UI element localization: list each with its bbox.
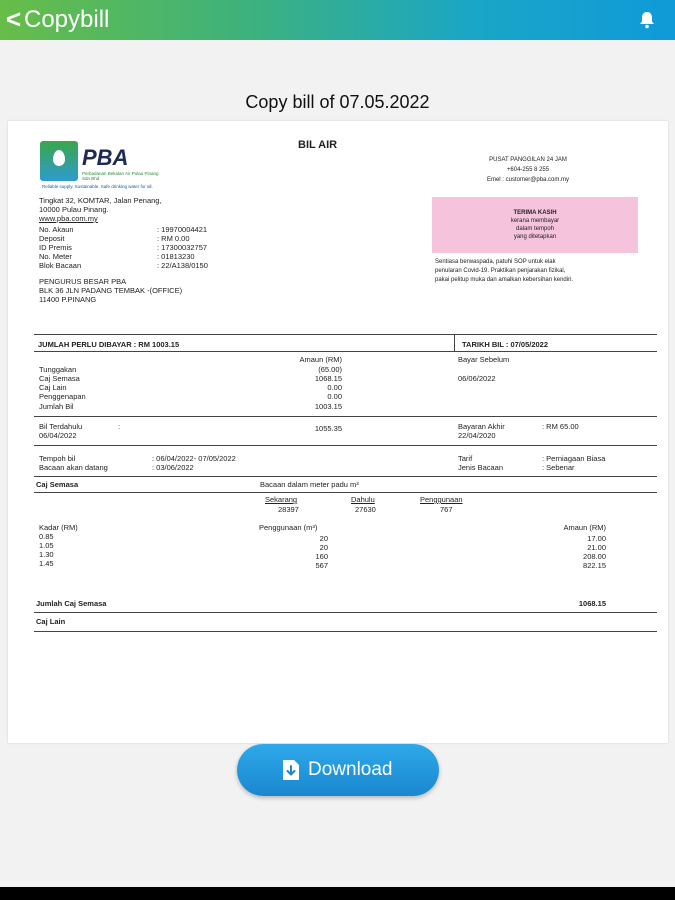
meter-no-label: No. Meter xyxy=(39,252,72,261)
customer-address: BLK 36 JLN PADANG TEMBAK -(OFFICE) xyxy=(39,286,183,295)
rate-value: 1.45 xyxy=(39,559,54,568)
pay-before-date: 06/06/2022 xyxy=(458,374,496,383)
read-type-label: Jenis Bacaan xyxy=(458,463,504,472)
meter-col-usage: Penggunaan xyxy=(420,495,463,504)
last-payment-date: 22/04/2020 xyxy=(458,431,496,440)
download-label: Download xyxy=(308,759,393,780)
premise-id-value: : 17300032757 xyxy=(157,243,208,252)
prev-bill-date: 06/04/2022 xyxy=(39,431,77,440)
customer-address: 11400 P.PINANG xyxy=(39,295,97,304)
charge-value: 1068.15 xyxy=(314,374,342,383)
divider xyxy=(34,334,657,335)
meter-col-current: Sekarang xyxy=(265,495,298,504)
amount-value: 208.00 xyxy=(583,552,606,561)
last-payment-value: : RM 65.00 xyxy=(542,422,579,431)
contact-line: PUSAT PANGGILAN 24 JAM xyxy=(489,157,567,163)
divider xyxy=(34,416,657,417)
pba-logo xyxy=(40,141,160,191)
logo-name: PBA xyxy=(82,145,129,170)
thank-you-line: yang ditetapkan xyxy=(513,234,557,240)
amount-due: JUMLAH PERLU DIBAYAR : RM 1003.15 xyxy=(38,340,180,349)
tariff-label: Tarif xyxy=(458,454,473,463)
prev-bill-amount: 1055.35 xyxy=(314,424,342,433)
charge-label: Jumlah Bil xyxy=(39,402,74,411)
thank-you-line: dalam tempoh xyxy=(515,226,555,232)
amount-value: 21.00 xyxy=(587,543,606,552)
total-label: Jumlah Caj Semasa xyxy=(36,599,107,608)
contact-phone: +604-255 8 255 xyxy=(506,167,550,173)
read-block-label: Blok Bacaan xyxy=(39,261,82,270)
bill-title: BIL AIR xyxy=(298,139,338,151)
deposit-value: : RM 0.00 xyxy=(157,234,190,243)
usage-value: 20 xyxy=(319,534,328,543)
usage-header: Penggunaan (m³) xyxy=(259,523,318,532)
usage-value: 20 xyxy=(319,543,328,552)
address-line: Tingkat 32, KOMTAR, Jalan Penang, xyxy=(39,196,162,205)
covid-notice-line: pakai pelitup muka dan amalkan kebersihan kendiri. xyxy=(435,277,574,283)
deposit-label: Deposit xyxy=(39,234,65,243)
meter-val-usage: 767 xyxy=(440,505,453,514)
charge-label: Penggenapan xyxy=(39,392,86,401)
address-line: 10000 Pulau Pinang. xyxy=(39,205,109,214)
thank-you-line: TERIMA KASIH xyxy=(513,210,557,216)
bell-icon[interactable] xyxy=(637,10,657,30)
meter-col-previous: Dahulu xyxy=(351,495,375,504)
rate-value: 0.85 xyxy=(39,532,54,541)
charge-label: Caj Semasa xyxy=(39,374,80,383)
meter-val-current: 28397 xyxy=(278,505,299,514)
tariff-value: : Perniagaan Biasa xyxy=(542,454,606,463)
current-charges-label: Caj Semasa xyxy=(36,480,79,489)
divider xyxy=(34,476,657,477)
pay-before-label: Bayar Sebelum xyxy=(458,355,510,364)
charges-header: Amaun (RM) xyxy=(299,355,342,364)
charge-label: Tunggakan xyxy=(39,365,77,374)
premise-id-label: ID Premis xyxy=(39,243,72,252)
customer-name: PENGURUS BESAR PBA xyxy=(39,277,127,286)
next-read-label: Bacaan akan datang xyxy=(39,463,108,472)
thank-you-note xyxy=(432,197,638,253)
charge-value: 1003.15 xyxy=(314,402,342,411)
divider xyxy=(454,334,455,351)
app-header xyxy=(0,0,675,40)
usage-value: 160 xyxy=(315,552,328,561)
divider xyxy=(34,631,657,632)
contact-email: Emel : customer@pba.com.my xyxy=(486,177,570,183)
amount-value: 17.00 xyxy=(587,534,606,543)
thank-you-line: kerana membayar xyxy=(510,218,560,224)
read-block-value: : 22/A138/0150 xyxy=(157,261,208,270)
amount-header: Amaun (RM) xyxy=(563,523,606,532)
bill-date: TARIKH BIL : 07/05/2022 xyxy=(462,340,549,349)
back-icon[interactable]: < xyxy=(6,4,22,34)
divider xyxy=(34,492,657,493)
next-read-value: : 03/06/2022 xyxy=(152,463,194,472)
divider xyxy=(34,612,657,613)
divider xyxy=(34,445,657,446)
read-type-value: : Sebenar xyxy=(542,463,575,472)
period-value: : 06/04/2022- 07/05/2022 xyxy=(152,454,236,463)
charge-label: Caj Lain xyxy=(39,383,67,392)
rate-value: 1.05 xyxy=(39,541,54,550)
covid-notice-line: penularan Covid-19. Praktikan penjarakan fizikal, xyxy=(435,268,566,274)
download-file-icon xyxy=(282,759,300,781)
logo-tagline: Reliable supply. Sustainable. Safe drinking water for all. xyxy=(42,184,153,189)
last-payment-label: Bayaran Akhir xyxy=(458,422,505,431)
prev-bill-colon: : xyxy=(118,422,121,431)
amount-value: 822.15 xyxy=(583,561,606,570)
download-button[interactable] xyxy=(237,744,439,796)
meter-no-value: : 01813230 xyxy=(157,252,195,261)
period-label: Tempoh bil xyxy=(39,454,76,463)
logo-subtitle: Perbadanan Bekalan Air Pulau Pinang Sdn Bhd xyxy=(82,171,159,181)
meter-header: Bacaan dalam meter padu m³ xyxy=(260,480,359,489)
system-nav-bar xyxy=(0,887,675,900)
other-charges-label: Caj Lain xyxy=(36,617,66,626)
covid-notice-line: Sentiasa berwaspada, patuhi SOP untuk elak xyxy=(435,259,556,265)
rate-value: 1.30 xyxy=(39,550,54,559)
charge-value: 0.00 xyxy=(327,383,342,392)
account-value: : 19970004421 xyxy=(157,225,208,234)
meter-val-previous: 27630 xyxy=(355,505,376,514)
total-value: 1068.15 xyxy=(578,599,606,608)
charge-value: (65.00) xyxy=(318,365,342,374)
rate-header: Kadar (RM) xyxy=(39,523,78,532)
prev-bill-label: Bil Terdahulu xyxy=(39,422,83,431)
bill-heading: Copy bill of 07.05.2022 xyxy=(245,92,430,112)
charge-value: 0.00 xyxy=(327,392,342,401)
page-title: Copybill xyxy=(24,6,110,33)
divider xyxy=(34,351,657,352)
account-label: No. Akaun xyxy=(39,225,74,234)
bill-document xyxy=(8,121,668,743)
website-link: www.pba.com.my xyxy=(39,214,98,223)
water-drop-logo-mark xyxy=(40,141,78,181)
usage-value: 567 xyxy=(315,561,328,570)
